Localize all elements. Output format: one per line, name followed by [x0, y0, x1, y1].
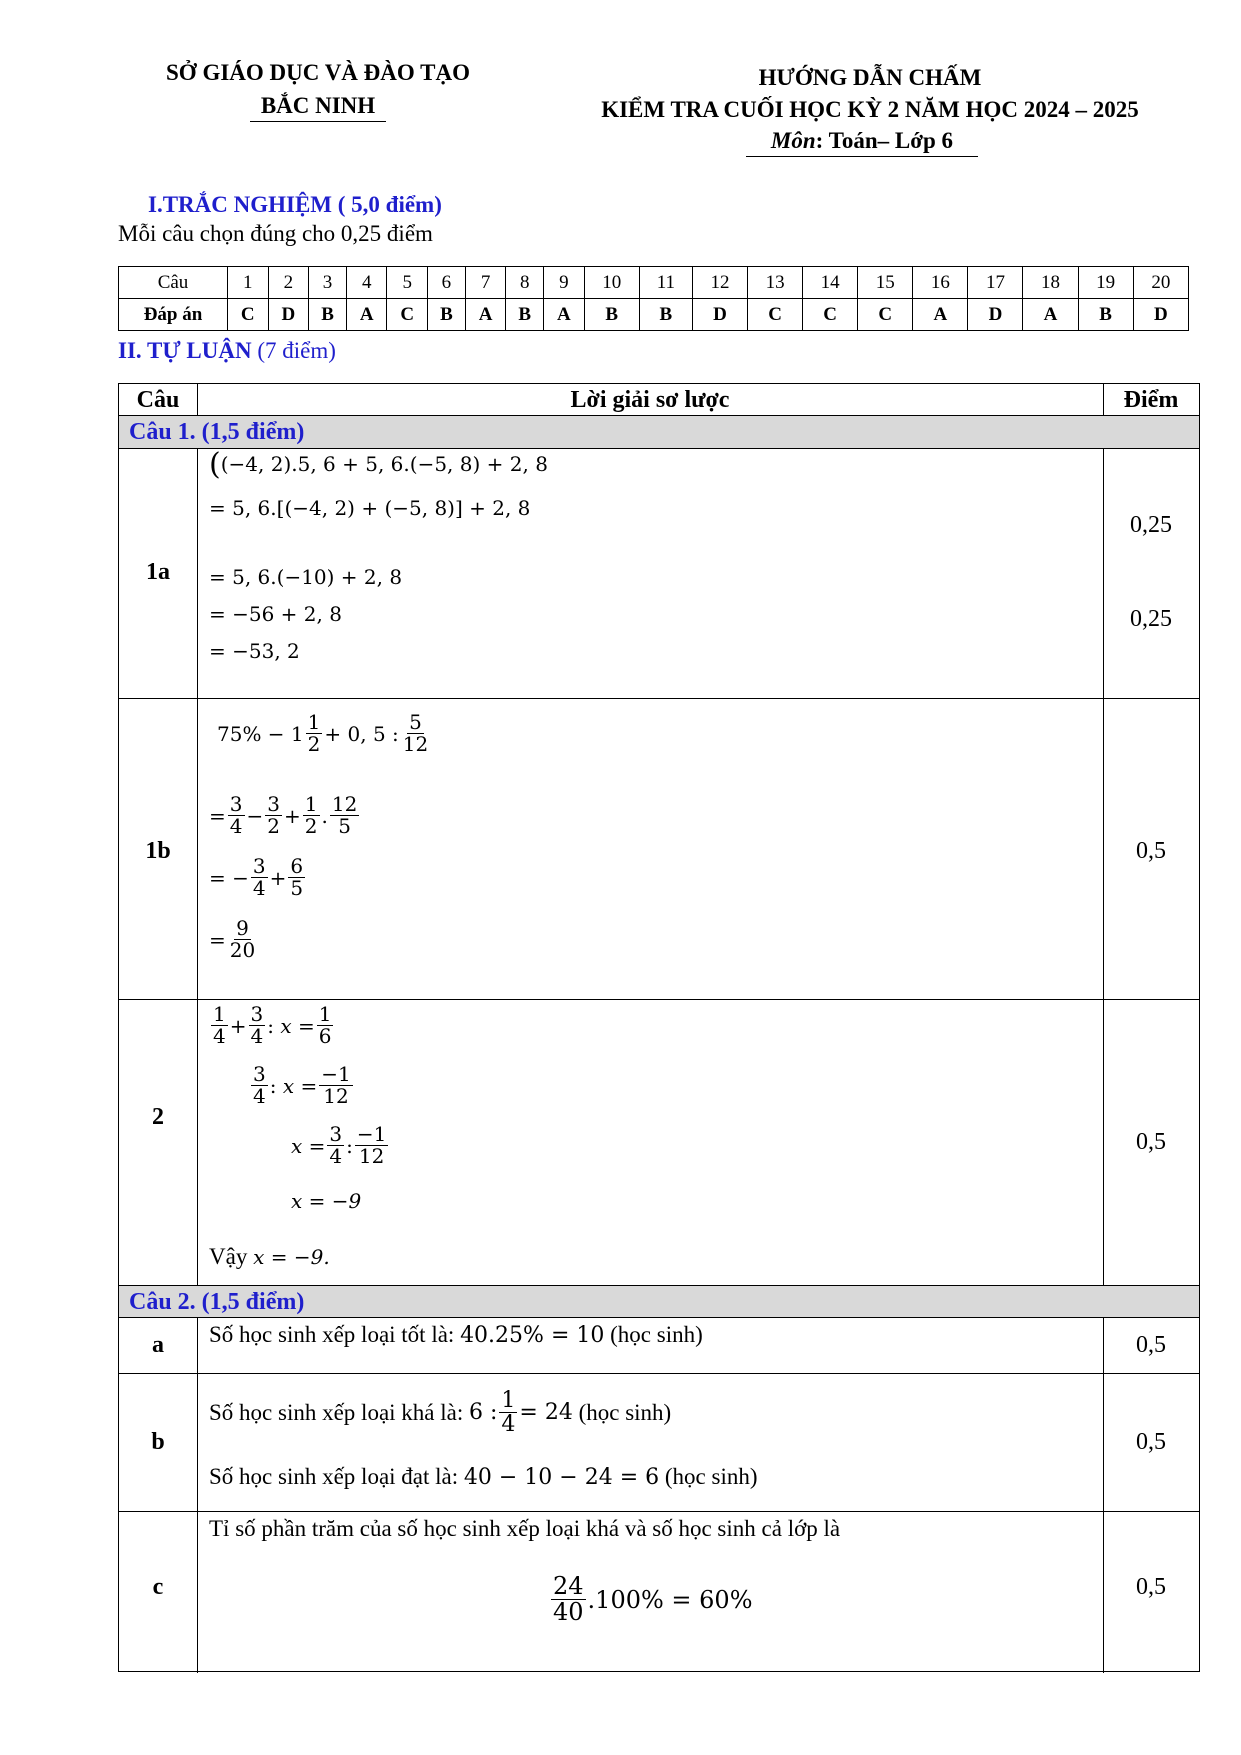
doc-title: HƯỚNG DẪN CHẤM — [758, 65, 982, 90]
question-number-cell: 5 — [387, 267, 428, 299]
question-number-cell: 15 — [858, 267, 913, 299]
points-2: 0,5 — [1136, 1129, 1166, 1155]
question-number-cell: 19 — [1078, 267, 1133, 299]
label-1a: 1a — [146, 559, 170, 585]
q2c-text: Tỉ số phần trăm của số học sinh xếp loại khá và số học sinh cả lớp là — [209, 1516, 841, 1541]
points-1a-second: 0,25 — [1130, 606, 1172, 632]
q1a-line4: = −56 + 2, 8 — [209, 602, 342, 626]
question-number-cell: 1 — [228, 267, 269, 299]
col-header-points: Điểm — [1123, 387, 1179, 413]
q2-step3: x = −9 — [291, 1189, 362, 1213]
col-header-question: Câu — [136, 387, 180, 413]
answer-cell: D — [692, 299, 747, 331]
q1b-result: = $\frac{9}{20}$ — [209, 916, 256, 962]
points-2c: 0,5 — [1136, 1574, 1166, 1600]
answer-cell: C — [748, 299, 803, 331]
answer-cell: A — [913, 299, 968, 331]
part1-title: I.TRẮC NGHIỆM ( 5,0 điểm) — [148, 192, 442, 217]
q1a-line5: = −53, 2 — [209, 639, 300, 663]
answer-cell: D — [968, 299, 1023, 331]
answer-cell: B — [506, 299, 544, 331]
part2-title: II. TỰ LUẬN (7 điểm) — [118, 338, 336, 363]
answer-cell: B — [584, 299, 639, 331]
q2-step2: x = $\frac{3}{4}$ : $\frac{-1}{12}$ — [291, 1122, 387, 1168]
q2c-result: $\frac{24}{40}$ .100% = 60% — [553, 1572, 753, 1627]
question-number-cell: 12 — [692, 267, 747, 299]
question-number-cell: 11 — [639, 267, 692, 299]
answer-cell: B — [428, 299, 466, 331]
essay-table — [118, 383, 1200, 1672]
q2b-good-count: Số học sinh xếp loại khá là: 6 : $\frac{1}{4}$ = 24 (học sinh) — [209, 1388, 672, 1438]
q2-conclusion: Vậy x = −9. — [209, 1244, 330, 1269]
answer-cell: C — [803, 299, 858, 331]
q1a-line2: = 5, 6.[(−4, 2) + (−5, 8)] + 2, 8 — [209, 496, 531, 520]
answer-cell: B — [639, 299, 692, 331]
points-1b: 0,5 — [1136, 838, 1166, 864]
subject-line: Môn: Toán– Lớp 6 — [746, 128, 978, 157]
label-2: 2 — [152, 1104, 164, 1130]
question-number-cell: 7 — [465, 267, 506, 299]
q1b-expression: 75% − 1 $\frac{1}{2}$ + 0, 5 : $\frac{5}{12}$ — [217, 710, 429, 756]
answer-cell: B — [309, 299, 347, 331]
question-number-cell: 4 — [346, 267, 387, 299]
answer-cell: D — [1133, 299, 1188, 331]
q1a-line1: ((−4, 2).5, 6 + 5, 6.(−5, 8) + 2, 8 — [209, 447, 548, 482]
points-2b: 0,5 — [1136, 1429, 1166, 1455]
question-number-cell: 9 — [544, 267, 585, 299]
question-number-cell: 2 — [268, 267, 309, 299]
question-number-cell: 13 — [748, 267, 803, 299]
question-number-cell: 10 — [584, 267, 639, 299]
answer-cell: C — [228, 299, 269, 331]
province-name: BẮC NINH — [250, 93, 386, 122]
q1b-step2: = − $\frac{3}{4}$ + $\frac{6}{5}$ — [209, 854, 304, 900]
label-1b: 1b — [145, 838, 171, 864]
q2-step1: $\frac{3}{4}$ : x = $\frac{-1}{12}$ — [253, 1062, 351, 1108]
q1b-step1: = $\frac{3}{4}$ − $\frac{3}{2}$ + $\frac{1}{2}$ . $\frac{12}{5}$ — [209, 792, 358, 838]
q1a-line3: = 5, 6.(−10) + 2, 8 — [209, 565, 403, 589]
section-cau-2: Câu 2. (1,5 điểm) — [119, 1286, 1199, 1318]
question-number-cell: 20 — [1133, 267, 1188, 299]
department-name: SỞ GIÁO DỤC VÀ ĐÀO TẠO — [166, 60, 470, 85]
label-2b: b — [151, 1429, 165, 1455]
question-number-cell: 17 — [968, 267, 1023, 299]
part1-note: Mỗi câu chọn đúng cho 0,25 điểm — [118, 221, 433, 246]
col-header-solution: Lời giải sơ lược — [570, 387, 730, 413]
answer-cell: C — [387, 299, 428, 331]
points-1a-first: 0,25 — [1130, 512, 1172, 538]
answer-cell: C — [858, 299, 913, 331]
answer-cell: A — [1023, 299, 1078, 331]
section-cau-1: Câu 1. (1,5 điểm) — [119, 416, 1199, 448]
label-2c: c — [152, 1574, 164, 1600]
q2-equation: $\frac{1}{4}$ + $\frac{3}{4}$ : x = $\frac{1}{6}$ — [213, 1002, 332, 1048]
q2a-answer: Số học sinh xếp loại tốt là: 40.25% = 10 (học sinh) — [209, 1322, 703, 1348]
row-label-question: Câu — [119, 267, 228, 299]
exam-title: KIỂM TRA CUỐI HỌC KỲ 2 NĂM HỌC 2024 – 2025 — [601, 97, 1139, 122]
question-number-cell: 14 — [803, 267, 858, 299]
answer-row — [119, 299, 1189, 331]
question-number-cell: 18 — [1023, 267, 1078, 299]
answer-cell: A — [346, 299, 387, 331]
question-number-cell: 8 — [506, 267, 544, 299]
question-number-cell: 16 — [913, 267, 968, 299]
question-number-cell: 6 — [428, 267, 466, 299]
answer-cell: B — [1078, 299, 1133, 331]
label-2a: a — [152, 1332, 164, 1358]
question-number-row — [119, 267, 1189, 299]
answer-cell: A — [465, 299, 506, 331]
question-number-cell: 3 — [309, 267, 347, 299]
q2b-pass-count: Số học sinh xếp loại đạt là: 40 − 10 − 24 = 6 (học sinh) — [209, 1464, 758, 1490]
points-2a: 0,5 — [1136, 1332, 1166, 1358]
answer-cell: A — [544, 299, 585, 331]
answer-cell: D — [268, 299, 309, 331]
answer-key-table — [118, 266, 1189, 331]
row-label-answer: Đáp án — [119, 299, 228, 331]
